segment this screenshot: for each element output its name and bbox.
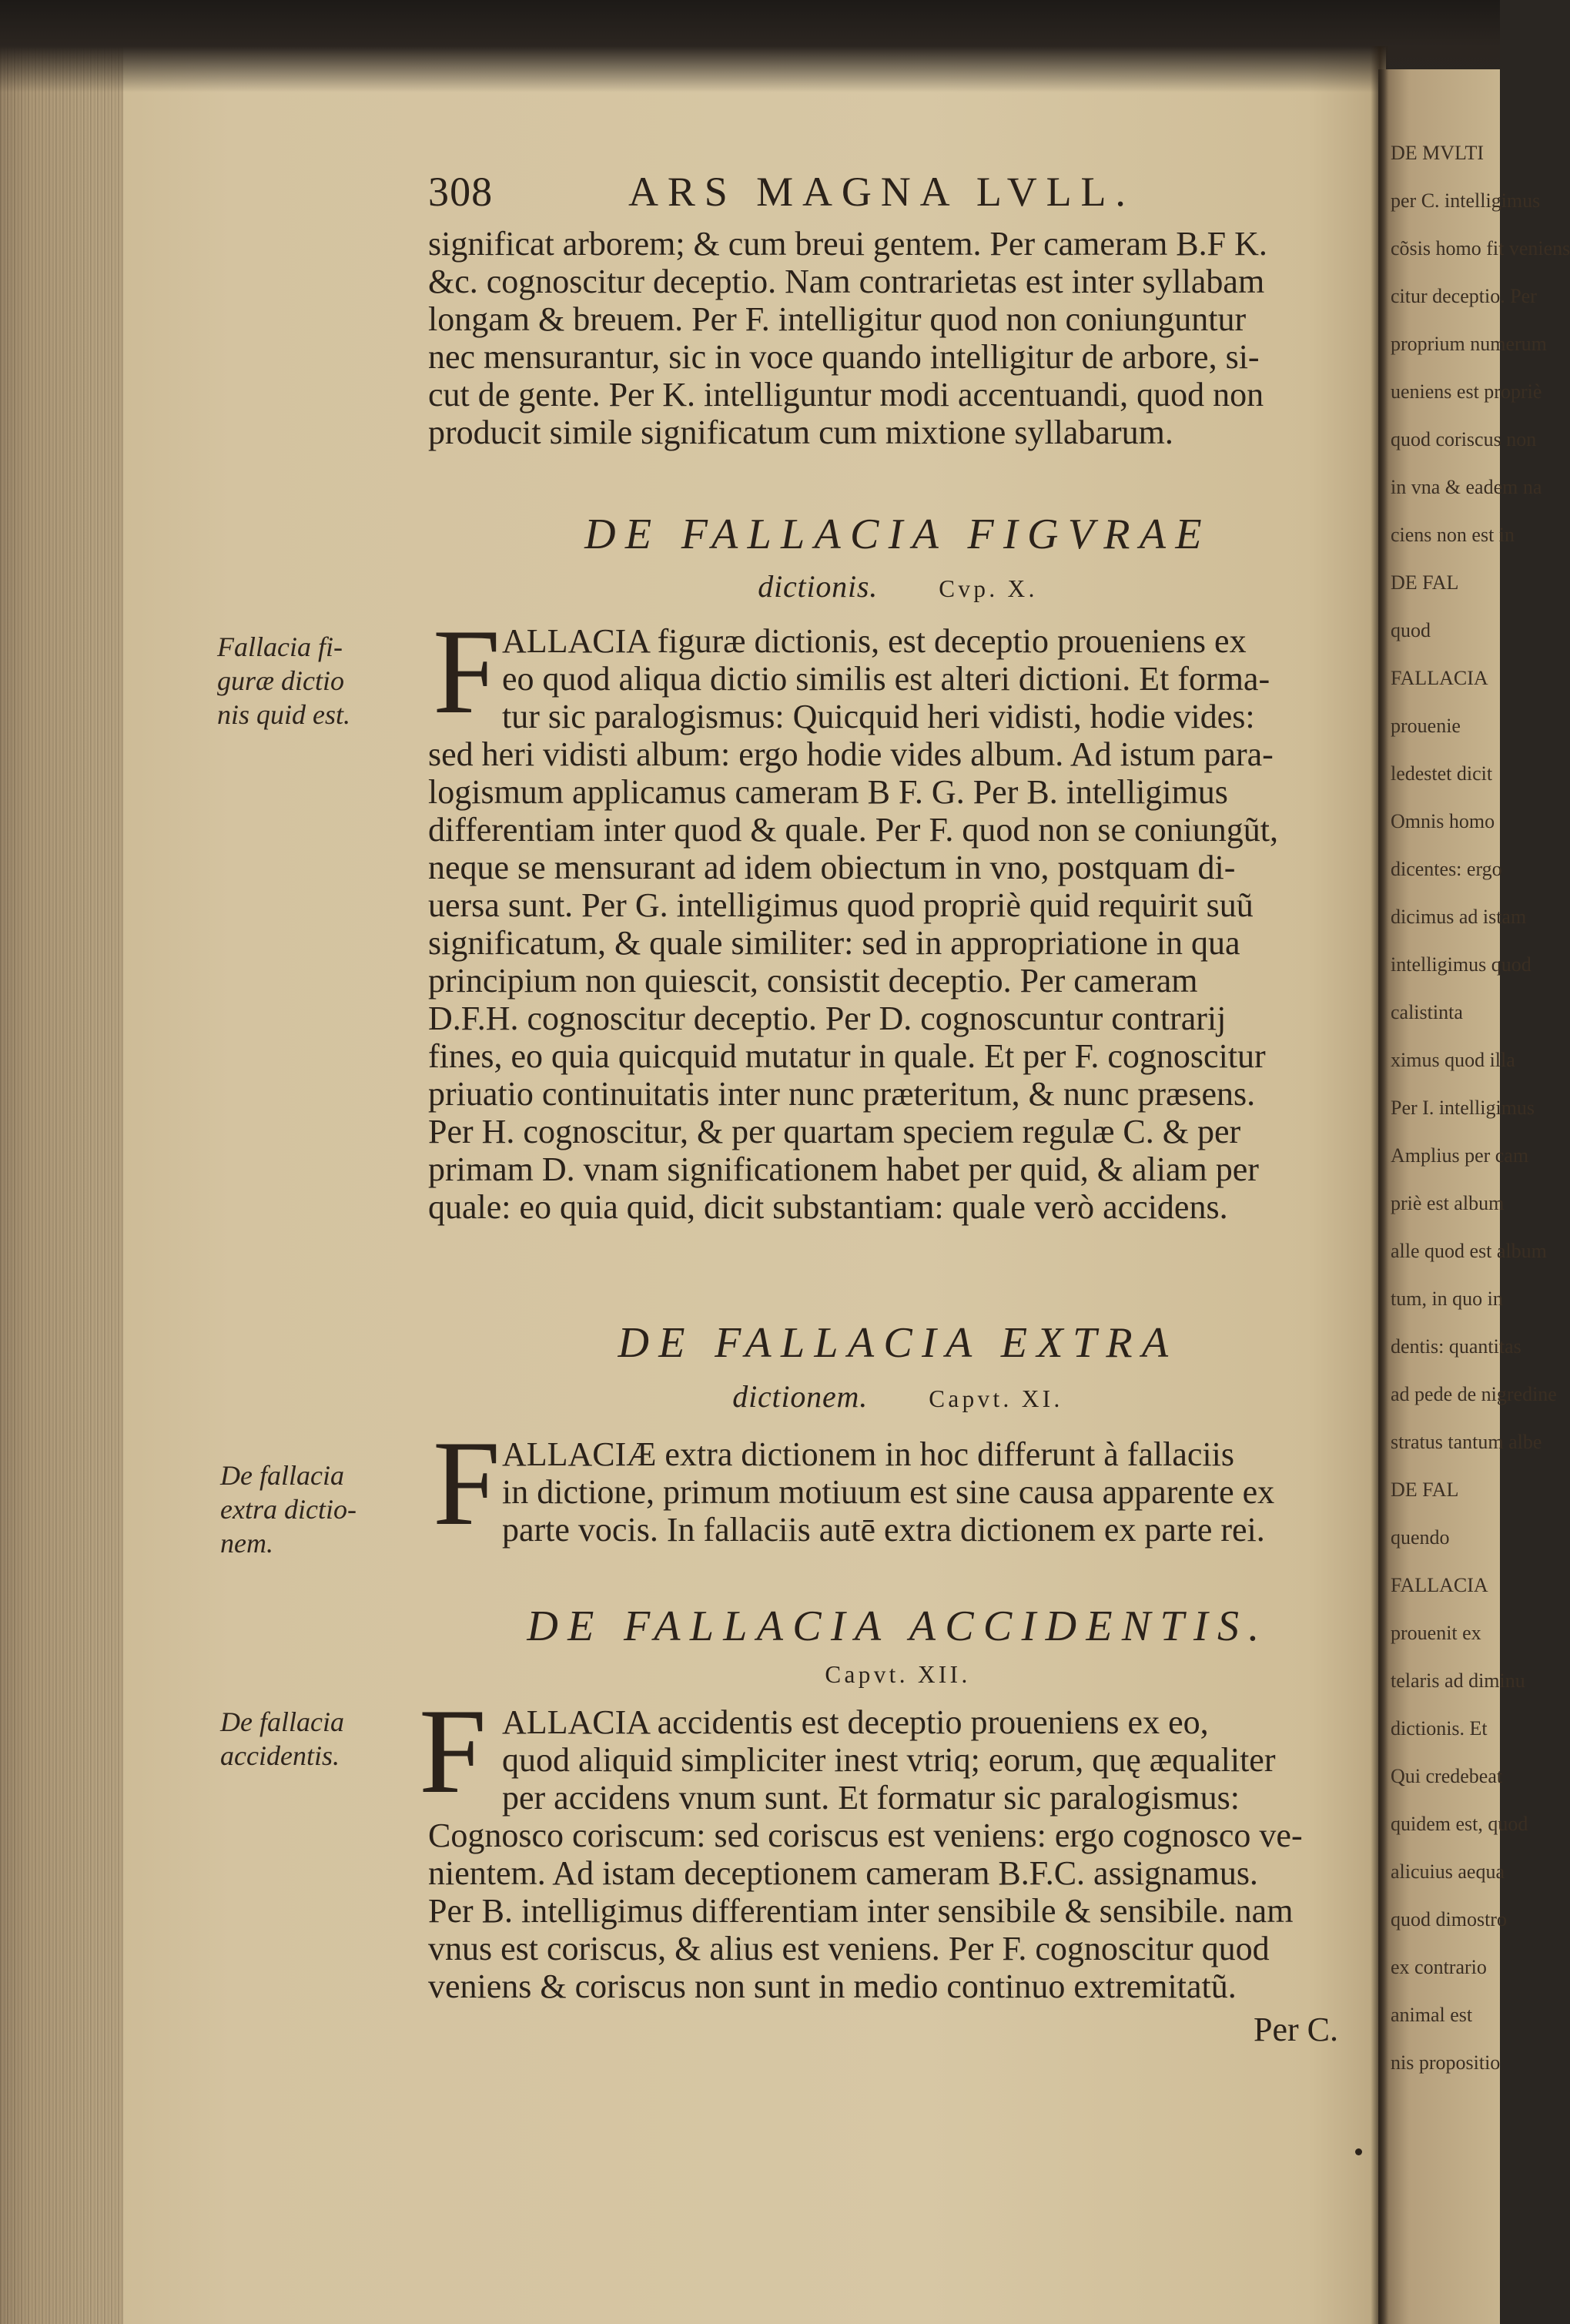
chapter-10-text	[428, 735, 1367, 1226]
chapter-11-heading: DE FALLACIA EXTRA	[618, 1319, 1178, 1367]
margin-note-line: Fallacia fi-	[217, 631, 343, 662]
right-page-fragment: alicuius aequa	[1391, 1860, 1505, 1883]
right-page-fragment: per C. intelligimus	[1391, 189, 1541, 212]
right-page-fragment: telaris ad diminu	[1391, 1669, 1525, 1692]
margin-note-line: guræ dictio	[217, 665, 345, 696]
right-page-fragment: quendo	[1391, 1526, 1450, 1549]
right-page-fragment: nis propositio	[1391, 2051, 1501, 2074]
text-line: in dictione, primum motiuum est sine causa apparente ex	[502, 1473, 1275, 1511]
chapter-12-text-top	[502, 1703, 1367, 1817]
text-line: longam & breuem. Per F. intelligitur quod non coniunguntur	[428, 300, 1247, 338]
top-shadow	[0, 0, 1500, 92]
chapter-10-subheading	[428, 568, 1367, 604]
dropcap: F	[419, 1684, 487, 1819]
ink-dot	[1355, 2148, 1362, 2155]
text-line: quod aliquid simpliciter inest vtriq; eorum, quę æqualiter	[502, 1741, 1276, 1779]
right-page-fragment: DE MVLTI	[1391, 142, 1485, 164]
margin-note-line: accidentis.	[220, 1740, 340, 1771]
right-page-fragment: DE FAL	[1391, 1478, 1459, 1501]
text-line: veniens & coriscus non sunt in medio continuo extremitatũ.	[428, 1967, 1237, 2005]
text-line: sed heri vidisti album: ergo hodie vides album. Ad istum para-	[428, 735, 1274, 773]
text-line: uersa sunt. Per G. intelligimus quod propriè quid requirit suũ	[428, 886, 1254, 924]
margin-note-line: nis quid est.	[217, 699, 351, 730]
right-page-fragment: FALLACIA	[1391, 1574, 1488, 1596]
right-page-fragment: alle quod est album	[1391, 1240, 1547, 1262]
chapter-10-number: Cvp. X.	[939, 575, 1038, 602]
text-line: cut de gente. Per K. intelliguntur modi accentuandi, quod non	[428, 376, 1264, 414]
chapter-12-subheading	[428, 1654, 1367, 1690]
dropcap: F	[433, 1416, 500, 1551]
right-page-fragment: quidem est, quod	[1391, 1813, 1528, 1835]
right-page-fragment: calistinta	[1391, 1001, 1463, 1023]
right-page-fragment: ximus quod illa	[1391, 1049, 1515, 1071]
dropcap: F	[433, 604, 500, 739]
right-page-fragment: in vna & eadem na	[1391, 476, 1542, 498]
right-page-fragment: Qui credebeat	[1391, 1765, 1503, 1787]
text-line: quale: eo quia quid, dicit substantiam: quale verò accidens.	[428, 1188, 1228, 1226]
right-page-fragment: prouenit ex	[1391, 1622, 1481, 1644]
gutter-shadow	[1371, 46, 1389, 2324]
text-line: ALLACIA figuræ dictionis, est deceptio proueniens ex	[502, 622, 1247, 660]
margin-note-line: De fallacia	[220, 1460, 344, 1491]
chapter-12-text	[428, 1817, 1367, 2005]
text-line: differentiam inter quod & quale. Per F. quod non se coniungũt,	[428, 811, 1279, 849]
text-line: eo quod aliqua dictio similis est alteri dictioni. Et forma-	[502, 660, 1270, 698]
right-page-fragment: ueniens est propriè	[1391, 380, 1542, 403]
chapter-12-number: Capvt. XII.	[825, 1661, 971, 1688]
right-page-fragment: quod dimostro	[1391, 1908, 1507, 1931]
right-page-fragment: ciens non est in	[1391, 524, 1515, 546]
text-line: nec mensurantur, sic in voce quando intelligitur de arbore, si-	[428, 338, 1260, 376]
right-page-fragment: animal est	[1391, 2004, 1473, 2026]
right-page-fragment: dicimus ad istam	[1391, 906, 1527, 928]
right-page-fragment: dentis: quantitas	[1391, 1335, 1521, 1358]
page-edges	[0, 46, 123, 2324]
right-page-fragment: FALLACIA	[1391, 667, 1488, 689]
right-page-fragment: citur deceptio. Per	[1391, 285, 1537, 307]
right-page-fragment: ad pede de nigredine	[1391, 1383, 1557, 1405]
text-line: ALLACIA accidentis est deceptio proueniens ex eo,	[502, 1703, 1209, 1741]
text-line: &c. cognoscitur deceptio. Nam contrarietas est inter syllabam	[428, 263, 1265, 300]
page-number: 308	[428, 169, 494, 215]
right-page-fragment: prouenie	[1391, 715, 1461, 737]
text-line: vnus est coriscus, & alius est veniens. Per F. cognoscitur quod	[428, 1930, 1270, 1967]
text-line: D.F.H. cognoscitur deceptio. Per D. cognoscuntur contrarij	[428, 1000, 1227, 1037]
text-line: ALLACIÆ extra dictionem in hoc differunt à fallaciis	[502, 1435, 1235, 1473]
right-page-fragment: dicentes: ergo	[1391, 858, 1502, 880]
text-line: significatum, & quale similiter: sed in appropriatione in qua	[428, 924, 1240, 962]
right-page-fragment: proprium numerum	[1391, 333, 1547, 355]
chapter-10-heading: DE FALLACIA FIGVRAE	[584, 511, 1211, 558]
chapter-10-text-top	[502, 622, 1367, 735]
right-page-fragment: Amplius per cam	[1391, 1144, 1529, 1167]
text-line: Per B. intelligimus differentiam inter sensibile & sensibile. nam	[428, 1892, 1294, 1930]
right-page-fragment: quod	[1391, 619, 1431, 641]
right-page-fragment: quod coriscus non	[1391, 428, 1537, 450]
chapter-11-subheading	[428, 1378, 1367, 1415]
margin-note-chapter-12	[220, 1705, 413, 1773]
chapter-11-sub-italic: dictionem.	[732, 1379, 869, 1414]
margin-note-line: De fallacia	[220, 1706, 344, 1737]
right-page-fragment: priè est album	[1391, 1192, 1505, 1214]
text-line: principium non quiescit, consistit deceptio. Per cameram	[428, 962, 1198, 1000]
text-line: Cognosco coriscum: sed coriscus est veniens: ergo cognosco ve-	[428, 1817, 1303, 1854]
text-line: logismum applicamus cameram B F. G. Per B. intelligimus	[428, 773, 1228, 811]
right-page-fragment: ex contrario	[1391, 1956, 1487, 1978]
text-line: tur sic paralogismus: Quicquid heri vidisti, hodie vides:	[502, 698, 1255, 735]
right-page-fragment: ledestet dicit	[1391, 762, 1493, 785]
chapter-10-sub-italic: dictionis.	[758, 569, 879, 604]
right-page-fragment: cõsis homo fit veniens	[1391, 237, 1570, 260]
catchword: Per C.	[1254, 2011, 1338, 2048]
right-page-fragment: intelligimus quod	[1391, 953, 1532, 976]
right-page-fragment: DE FAL	[1391, 571, 1459, 594]
text-line: primam D. vnam significationem habet per quid, & aliam per	[428, 1150, 1259, 1188]
margin-note-chapter-10	[217, 630, 410, 732]
chapter-12-heading: DE FALLACIA ACCIDENTIS.	[527, 1602, 1269, 1650]
text-line: per accidens vnum sunt. Et formatur sic paralogismus:	[502, 1779, 1240, 1817]
text-line: neque se mensurant ad idem obiectum in vno, postquam di-	[428, 849, 1236, 886]
text-line: parte vocis. In fallaciis autē extra dictionem ex parte rei.	[502, 1511, 1265, 1549]
right-page-fragment: stratus tantum albe	[1391, 1431, 1542, 1453]
right-page-fragment: tum, in quo in	[1391, 1288, 1503, 1310]
chapter-11-text	[502, 1435, 1367, 1549]
margin-note-chapter-11	[220, 1458, 413, 1560]
text-line: significat arborem; & cum breui gentem. Per cameram B.F K.	[428, 225, 1267, 263]
right-page-fragment: Omnis homo	[1391, 810, 1495, 832]
text-line: fines, eo quia quicquid mutatur in quale. Et per F. cognoscitur	[428, 1037, 1266, 1075]
intro-paragraph	[428, 225, 1367, 451]
text-line: producit simile significatum cum mixtione syllabarum.	[428, 414, 1173, 451]
chapter-11-number: Capvt. XI.	[929, 1385, 1063, 1412]
text-line: priuatio continuitatis inter nunc præteritum, & nunc præsens.	[428, 1075, 1256, 1113]
margin-note-line: nem.	[220, 1528, 273, 1559]
running-title: ARS MAGNA LVLL.	[628, 169, 1135, 215]
text-line: Per H. cognoscitur, & per quartam speciem regulæ C. & per	[428, 1113, 1241, 1150]
right-page-fragment: Per I. intelligimus	[1391, 1097, 1535, 1119]
running-head	[428, 168, 1398, 214]
text-line: nientem. Ad istam deceptionem cameram B.F.C. assignamus.	[428, 1854, 1258, 1892]
right-page-fragment: dictionis. Et	[1391, 1717, 1488, 1740]
margin-note-line: extra dictio-	[220, 1494, 357, 1525]
